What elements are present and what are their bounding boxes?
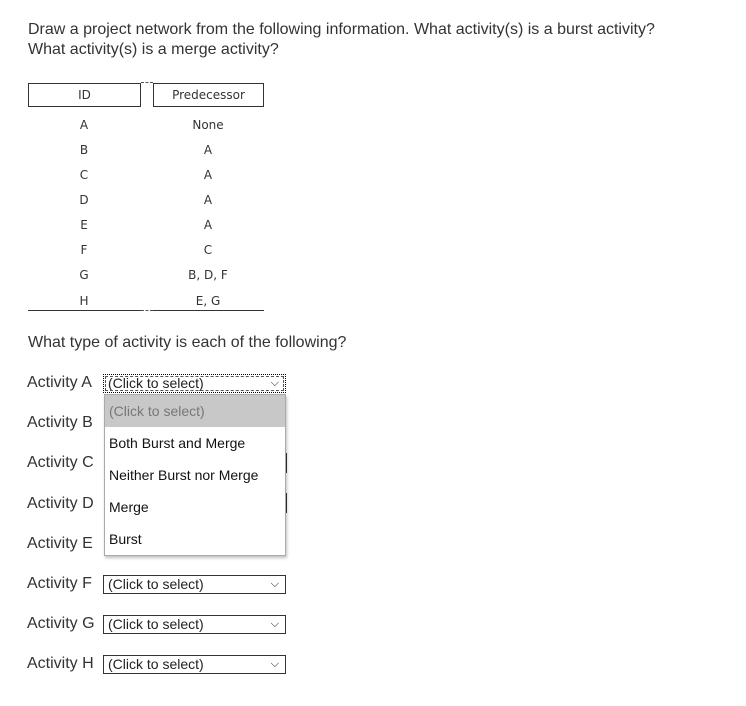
- activity-e-label: Activity E: [27, 535, 93, 552]
- chevron-down-icon: ⌵: [270, 578, 279, 590]
- activity-f-select[interactable]: [103, 575, 286, 594]
- activity-b-label: Activity B: [27, 414, 93, 431]
- table-cell-predecessor: A: [203, 218, 213, 232]
- table-cell-predecessor: E, G: [195, 294, 221, 308]
- activity-g-value: (Click to select): [108, 616, 204, 632]
- activity-h-select[interactable]: [103, 655, 286, 674]
- table-cell-predecessor: C: [203, 243, 213, 257]
- activity-h-label: Activity H: [27, 655, 94, 672]
- header-divider: [141, 82, 153, 83]
- dropdown-option-merge[interactable]: Merge: [109, 499, 149, 515]
- table-cell-id: G: [79, 268, 89, 282]
- activity-d-label: Activity D: [27, 495, 94, 512]
- table-cell-predecessor: B, D, F: [188, 268, 228, 282]
- activity-a-dropdown-list: [104, 394, 286, 556]
- chevron-down-icon: ⌵: [270, 377, 279, 389]
- dropdown-option-burst[interactable]: Burst: [109, 531, 142, 547]
- table-cell-id: E: [80, 218, 88, 232]
- question-line-1: Draw a project network from the following information. What activity(s) is a burst activity?: [28, 21, 655, 38]
- table-cell-predecessor: A: [203, 143, 213, 157]
- table-bottom-divider: [141, 310, 153, 311]
- table-header-id: ID: [28, 83, 141, 107]
- activity-f-value: (Click to select): [108, 576, 204, 592]
- table-cell-predecessor: A: [203, 193, 213, 207]
- activity-f-label: Activity F: [27, 575, 92, 592]
- table-cell-id: D: [79, 193, 89, 207]
- table-bottom-border: [28, 310, 141, 311]
- activity-h-value: (Click to select): [108, 656, 204, 672]
- activity-a-select[interactable]: [103, 374, 286, 393]
- activity-c-label: Activity C: [27, 454, 94, 471]
- table-cell-predecessor: A: [203, 168, 213, 182]
- table-bottom-border: [153, 310, 264, 311]
- table-cell-id: H: [79, 294, 89, 308]
- activity-a-value: (Click to select): [108, 375, 204, 391]
- table-cell-id: B: [79, 143, 89, 157]
- activity-g-select[interactable]: [103, 615, 286, 634]
- question-text: [28, 20, 728, 60]
- activity-type-prompt: What type of activity is each of the following?: [28, 334, 347, 351]
- table-cell-id: F: [80, 243, 88, 257]
- table-cell-id: C: [79, 168, 89, 182]
- table-cell-predecessor: None: [192, 118, 224, 132]
- question-line-2: What activity(s) is a merge activity?: [28, 41, 279, 58]
- activity-g-label: Activity G: [27, 615, 95, 632]
- dropdown-option-placeholder[interactable]: (Click to select): [105, 395, 285, 427]
- dropdown-option-both[interactable]: Both Burst and Merge: [109, 435, 246, 451]
- chevron-down-icon: ⌵: [270, 618, 279, 630]
- activity-a-label: Activity A: [27, 374, 92, 391]
- table-cell-id: A: [79, 118, 89, 132]
- dropdown-option-neither[interactable]: Neither Burst nor Merge: [109, 467, 259, 483]
- table-header-predecessor: Predecessor: [153, 83, 264, 107]
- chevron-down-icon: ⌵: [270, 658, 279, 670]
